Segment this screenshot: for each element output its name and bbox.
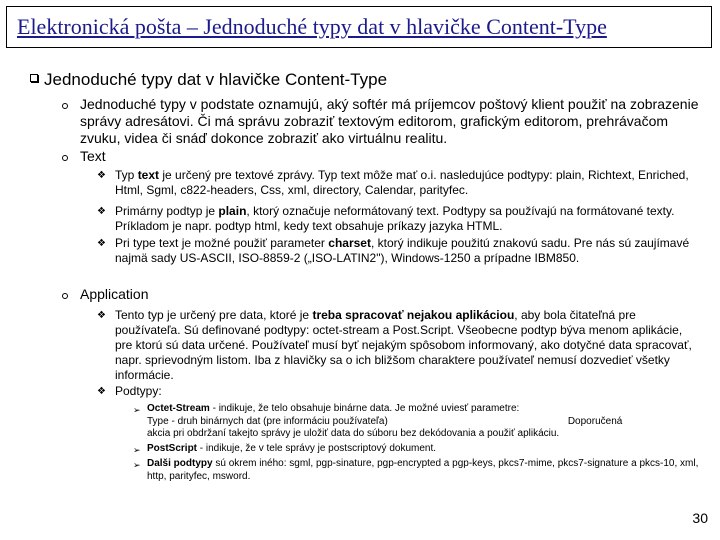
text-heading: Text	[80, 148, 106, 164]
text-item-2: Primárny podtyp je plain, ktorý označuje neformátovaný text. Podtypy sa používajú na formátované texty. Príkladom je napr. podtyp html, kedy text obsahuje príkazy jazyka HTML.	[115, 204, 675, 233]
slide-title: Elektronická pošta – Jednoduché typy dat v hlavičke Content-Type	[17, 14, 607, 39]
application-item-1: Tento typ je určený pre data, ktoré je treba spracovať nejakou aplikáciou, aby bola čitateľná pre používateľa. Sú definované podtypy: octet-stream a Post.Script. Všeobecne podtyp býva menom aplikácie, pre ktorú sú data určené. Používateľ musí byť nejakým spôsobom informovaný, ako dotyčné data spracovať, napr. sprievodným listom. Iba z hlavičky sa o ich bližšom charaktere používateľ nemusí dozvedieť všetky informácie.	[115, 308, 692, 382]
diamond-bullet-icon: ❖	[97, 310, 106, 321]
title-frame	[6, 6, 712, 48]
subtype-octet-stream: Octet-Stream - indikuje, že telo obsahuje binárne data. Je možné uviesť parametre: Type - druh binárnych dat (pre informáciu používateľa) Doporučená akcia pri obdržaní takejto správy je uložiť data do súboru bez dekódovania a použiť aplikáciu.	[147, 403, 623, 439]
circle-bullet-icon	[62, 103, 68, 109]
arrow-bullet-icon: ➢	[133, 460, 141, 470]
text-item-1: Typ text je určený pre textové zprávy. Typ text môže mať o.i. nasledujúce podtypy: plain, Richtext, Enriched, Html, Sgml, c822-headers, Css, xml, directory, Calendar, parityfec.	[115, 168, 689, 197]
subtype-other: Dalši podtypy sú okrem iného: sgml, pgp-sinature, pgp-encrypted a pgp-keys, pkcs7-mime, pkcs7-signature a pkcs-10, xml, http, parityfec, msword.	[147, 458, 699, 482]
diamond-bullet-icon: ❖	[97, 170, 106, 181]
intro-paragraph: Jednoduché typy v podstate oznamujú, aký softér má príjemcov poštový klient použiť na zobrazenie správy adresátovi. Či má správu zobraziť textovým editorom, grafickým editorom, prehrávačom zvuku, videa či snáď dokonce zobraziť ako virtuálnu realitu.	[80, 96, 699, 146]
circle-bullet-icon	[62, 293, 68, 299]
diamond-bullet-icon: ❖	[97, 386, 106, 397]
text-item-3: Pri type text je možné použiť parameter charset, ktorý indikuje použitú znakovú sadu. Pre nás sú zaujímavé najmä sady US-ASCII, ISO-8859-2 („ISO-LATIN2"), Windows-1250 a prípadne IBM850.	[115, 236, 690, 265]
diamond-bullet-icon: ❖	[97, 206, 106, 217]
square-bullet-icon	[30, 74, 38, 82]
application-heading: Application	[80, 286, 149, 302]
arrow-bullet-icon: ➢	[133, 445, 141, 455]
circle-bullet-icon	[62, 155, 68, 161]
application-item-2: Podtypy:	[115, 384, 162, 398]
arrow-bullet-icon: ➢	[133, 405, 141, 415]
subtype-postscript: PostScript - indikuje, že v tele správy je postscriptový dokument.	[147, 443, 437, 454]
page-number: 30	[692, 510, 708, 526]
diamond-bullet-icon: ❖	[97, 238, 106, 249]
section-heading: Jednoduché typy dat v hlavičke Content-Type	[44, 70, 388, 89]
